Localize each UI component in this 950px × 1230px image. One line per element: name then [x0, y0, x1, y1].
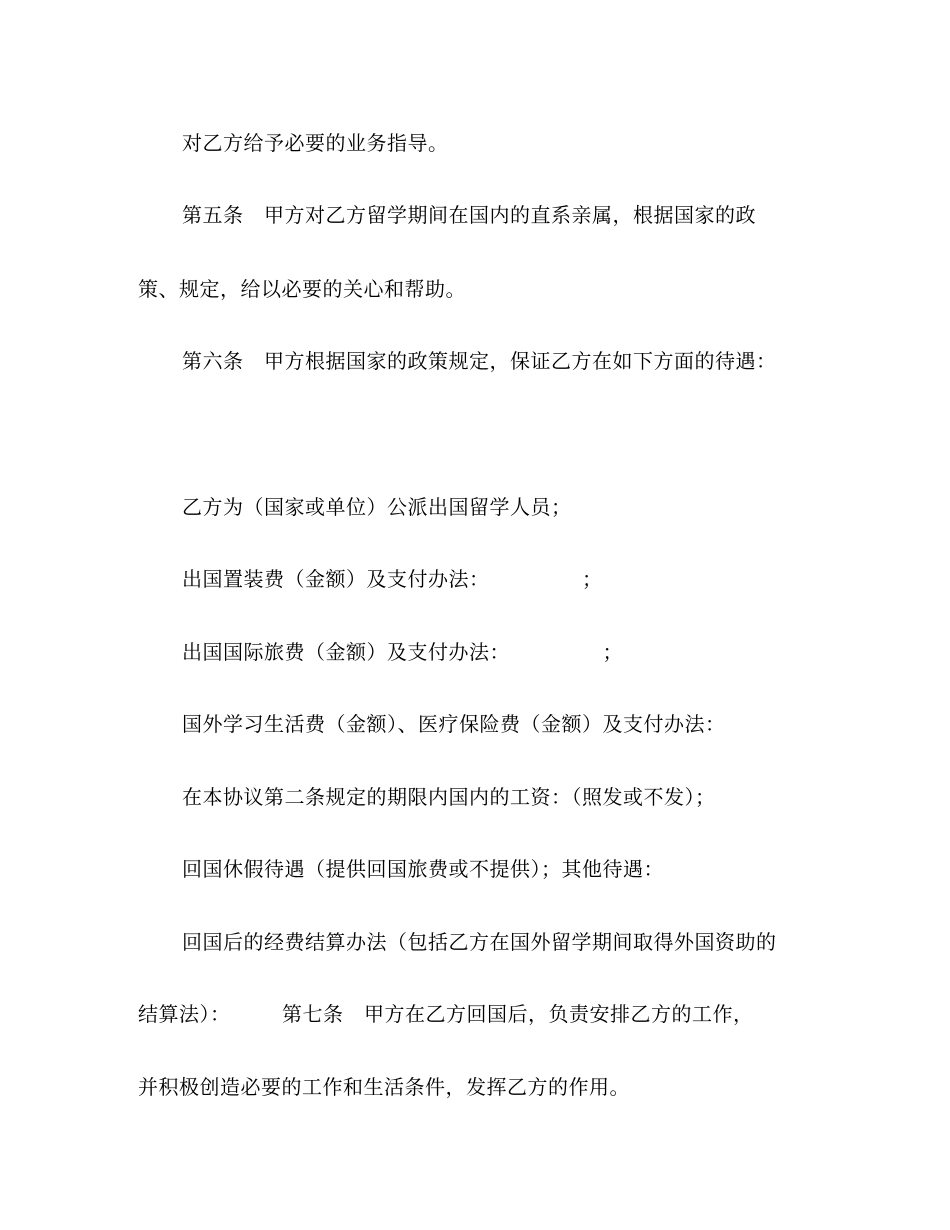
paragraph-line: 第五条 甲方对乙方留学期间在国内的直系亲属，根据国家的政	[182, 203, 756, 227]
paragraph-line: 乙方为（国家或单位）公派出国留学人员；	[182, 495, 572, 519]
paragraph-line: 在本协议第二条规定的期限内国内的工资：（照发或不发）；	[182, 785, 716, 809]
paragraph-line: 并积极创造必要的工作和生活条件，发挥乙方的作用。	[138, 1075, 630, 1099]
paragraph-line: 策、规定，给以必要的关心和帮助。	[138, 277, 466, 301]
paragraph-line: 回国后的经费结算办法（包括乙方在国外留学期间取得外国资助的	[182, 930, 777, 954]
paragraph-line: 对乙方给予必要的业务指导。	[182, 131, 449, 155]
paragraph-line: 出国国际旅费（金额）及支付办法： ；	[182, 640, 623, 664]
paragraph-line: 国外学习生活费（金额）、医疗保险费（金额）及支付办法：	[182, 712, 726, 736]
paragraph-line: 出国置装费（金额）及支付办法： ；	[182, 567, 603, 591]
paragraph-line: 回国休假待遇（提供回国旅费或不提供）；其他待遇：	[182, 857, 664, 881]
paragraph-line: 第六条 甲方根据国家的政策规定，保证乙方在如下方面的待遇：	[182, 349, 777, 373]
paragraph-line: 结算法）： 第七条 甲方在乙方回国后，负责安排乙方的工作，	[138, 1002, 754, 1026]
